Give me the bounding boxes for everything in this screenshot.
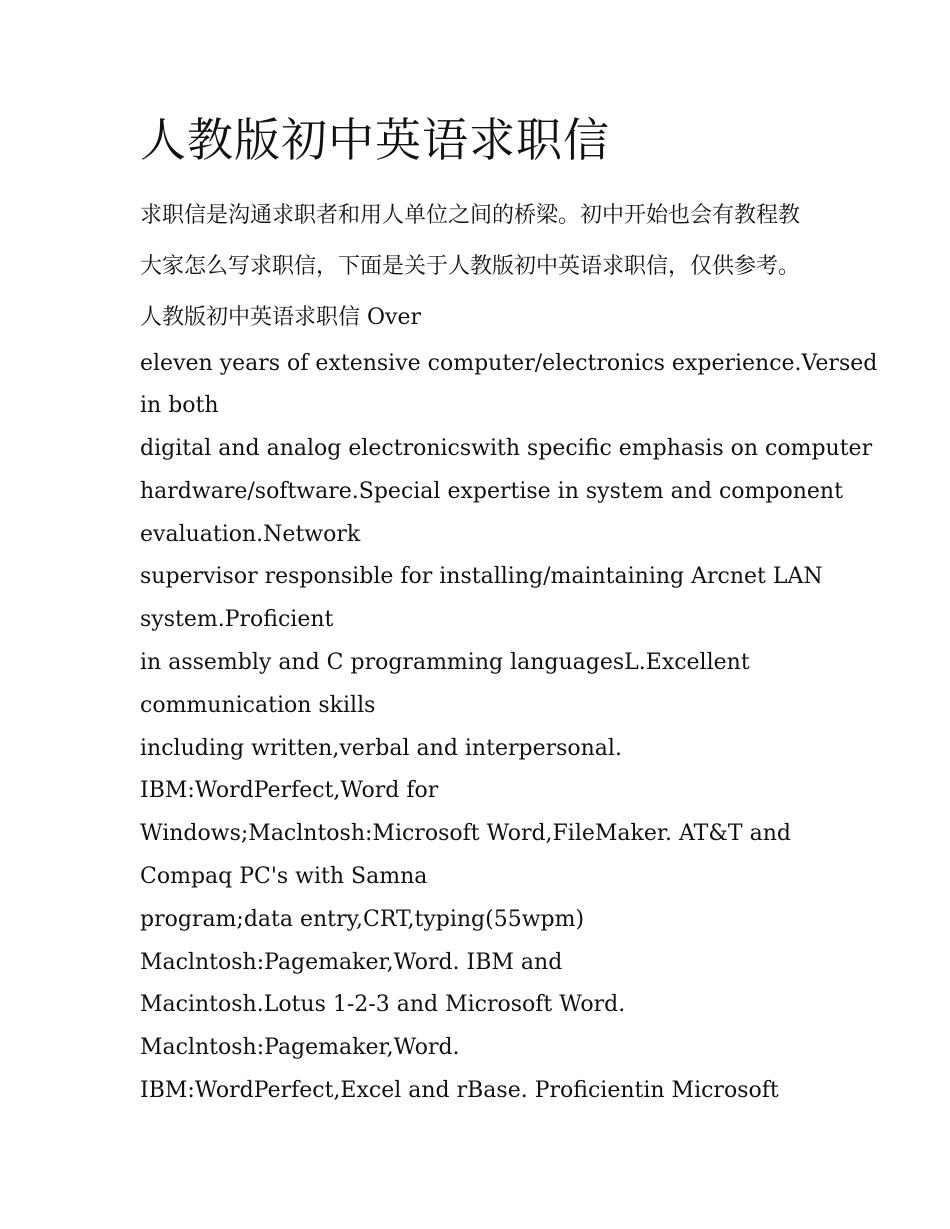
text-line: in assembly and C programming languagesL.Excellent [140,650,750,676]
text-line: program;data entry,CRT,typing(55wpm) [140,906,585,932]
text-line: hardware/software.Special expertise in system and component [140,478,843,504]
text-line: including written,verbal and interpersonal. [140,735,622,761]
intro-paragraph: 求职信是沟通求职者和用人单位之间的桥梁。初中开始也会有教程教大家怎么写求职信，下面是关于人教版初中英语求职信，仅供参考。 人教版初中英语求职信 Over [140,202,801,330]
text-line: communication skills [140,692,376,718]
text-line: Windows;Maclntosh:Microsoft Word,FileMaker. AT&T and [140,821,791,847]
text-line: eleven years of extensive computer/electronics experience.Versed [140,350,878,376]
text-line: digital and analog electronicswith specific emphasis on computer [140,436,873,462]
text-line: Maclntosh:Pagemaker,Word. [140,1035,460,1061]
text-line: IBM:WordPerfect,Word for [140,778,439,804]
text-line: evaluation.Network [140,521,361,547]
text-line: in both [140,393,219,419]
text-line: Maclntosh:Pagemaker,Word. IBM and [140,949,563,975]
text-line: supervisor responsible for installing/maintaining Arcnet LAN [140,564,823,590]
text-line: Macintosh.Lotus 1-2-3 and Microsoft Word. [140,992,626,1018]
document-page [140,112,878,1113]
body-text [140,343,878,1113]
text-line: system.Proficient [140,607,334,633]
text-line: IBM:WordPerfect,Excel and rBase. Proficientin Microsoft [140,1078,779,1104]
text-line: Compaq PC's with Samna [140,864,428,890]
page-title: 人教版初中英语求职信 [140,113,610,167]
